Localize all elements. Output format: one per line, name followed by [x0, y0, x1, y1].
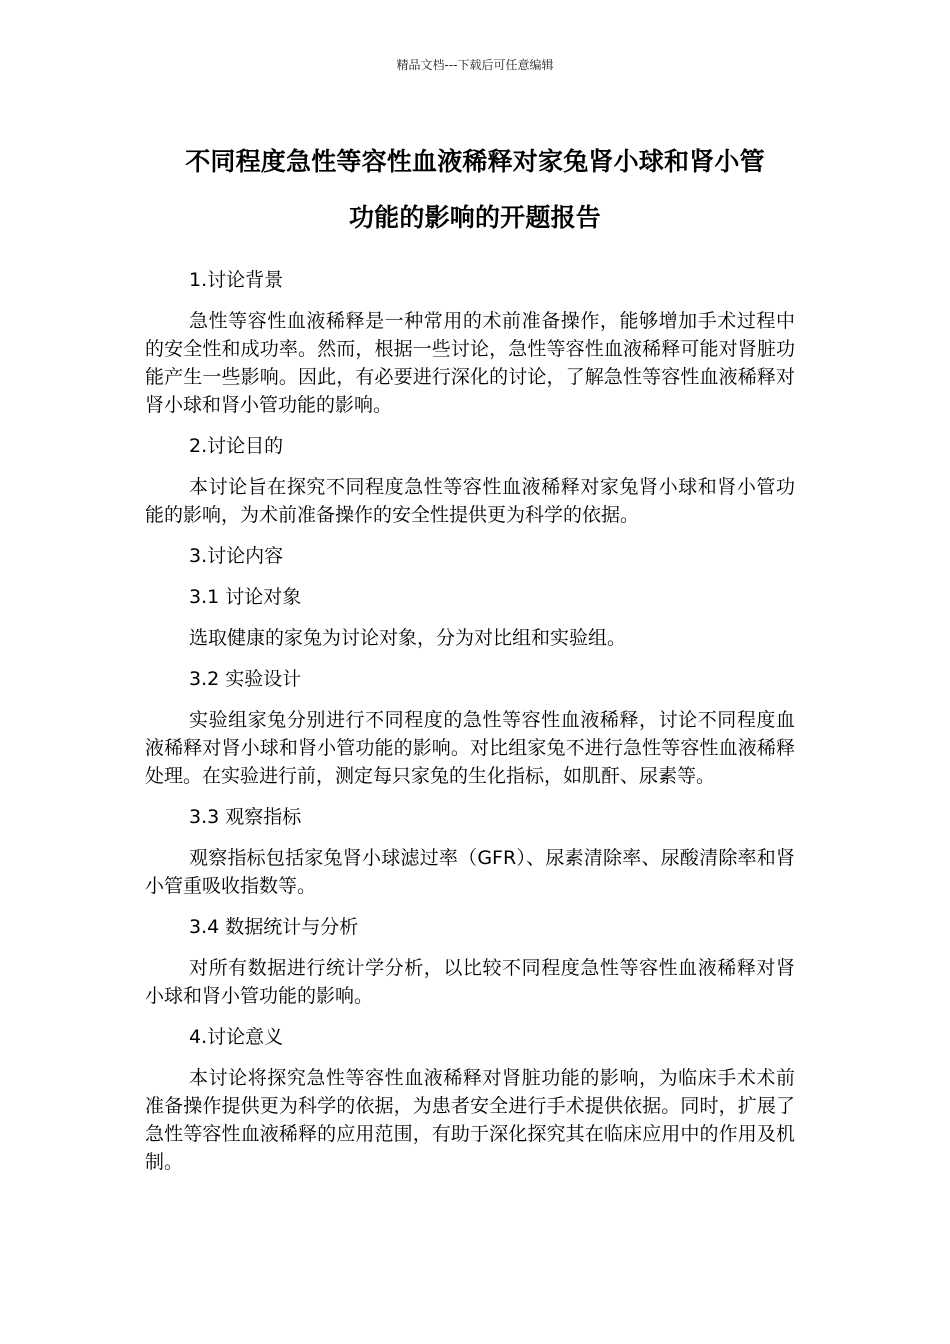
- section-heading-significance: 4.讨论意义: [189, 1026, 284, 1048]
- section-heading-content: 3.讨论内容: [189, 545, 284, 567]
- section-heading-subjects: 3.1 讨论对象: [189, 586, 302, 608]
- header-note: 精品文档---下载后可任意编辑: [396, 58, 554, 72]
- section-heading-purpose: 2.讨论目的: [189, 435, 284, 457]
- section-heading-design: 3.2 实验设计: [189, 668, 302, 690]
- section-text-background: 急性等容性血液稀释是一种常用的术前准备操作，能够增加手术过程中的安全性和成功率。然而，根据一些讨论，急性等容性血液稀释可能对肾脏功能产生一些影响。因此，有必要进行深化的讨论，了解急性等容性血液稀释对肾小球和肾小管功能的影响。: [145, 310, 795, 416]
- section-heading-statistics: 3.4 数据统计与分析: [189, 916, 359, 938]
- document-body: [145, 266, 795, 1176]
- section-text-design: 实验组家兔分别进行不同程度的急性等容性血液稀释，讨论不同程度血液稀释对肾小球和肾小管功能的影响。对比组家兔不进行急性等容性血液稀释处理。在实验进行前，测定每只家兔的生化指标，如肌酐、尿素等。: [145, 709, 795, 787]
- section-text-purpose: 本讨论旨在探究不同程度急性等容性血液稀释对家兔肾小球和肾小管功能的影响，为术前准备操作的安全性提供更为科学的依据。: [145, 476, 795, 526]
- document-title: [140, 134, 810, 246]
- section-text-subjects: 选取健康的家兔为讨论对象，分为对比组和实验组。: [189, 627, 627, 649]
- section-text-significance: 本讨论将探究急性等容性血液稀释对肾脏功能的影响，为临床手术术前准备操作提供更为科学的依据，为患者安全进行手术提供依据。同时，扩展了急性等容性血液稀释的应用范围，有助于深化探究其在临床应用中的作用及机制。: [145, 1067, 795, 1173]
- section-heading-indicators: 3.3 观察指标: [189, 806, 302, 828]
- section-text-statistics: 对所有数据进行统计学分析，以比较不同程度急性等容性血液稀释对肾小球和肾小管功能的影响。: [145, 957, 795, 1007]
- section-text-indicators: 观察指标包括家兔肾小球滤过率（GFR）、尿素清除率、尿酸清除率和肾小管重吸收指数等。: [145, 847, 795, 897]
- document-title-line-2: 功能的影响的开题报告: [348, 203, 601, 232]
- document-title-line-1: 不同程度急性等容性血液稀释对家兔肾小球和肾小管: [185, 147, 765, 176]
- section-heading-background: 1.讨论背景: [189, 269, 284, 291]
